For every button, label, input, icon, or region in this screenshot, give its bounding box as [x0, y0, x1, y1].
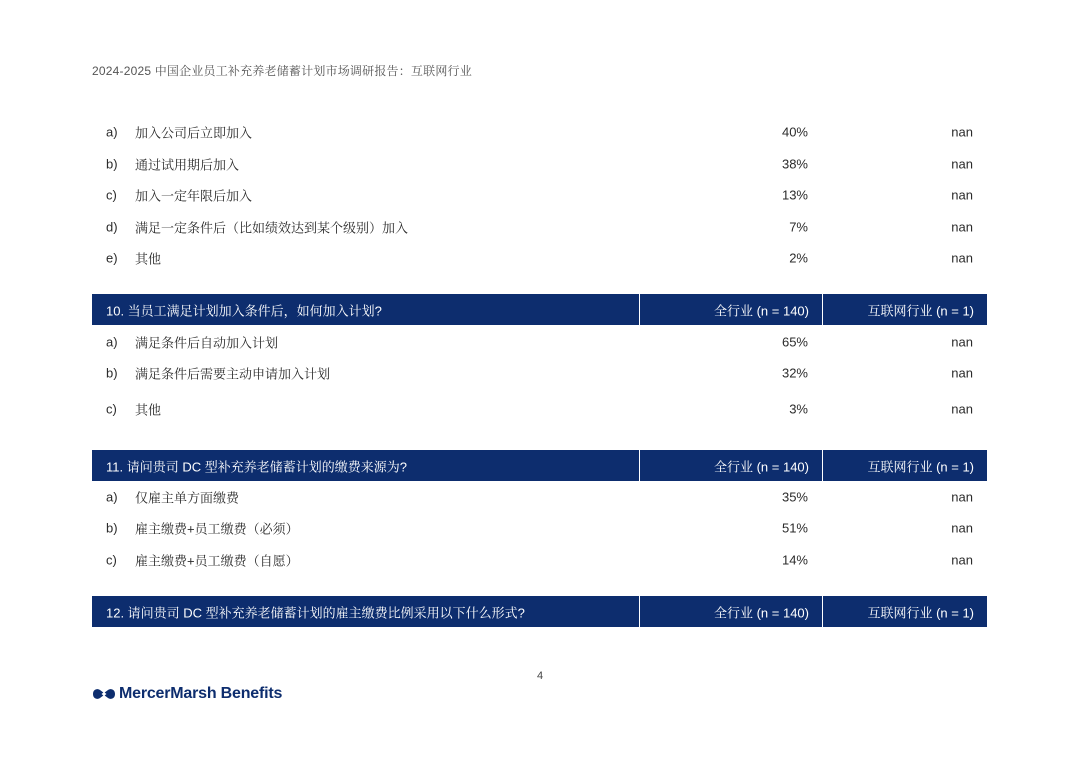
- answer-text: 仅雇主单方面缴费: [135, 490, 240, 505]
- column-label: 全行业 (n = 140): [713, 303, 809, 318]
- answer-value-all: 65%: [781, 334, 808, 349]
- answer-row: [92, 179, 987, 210]
- answer-text: 加入公司后立即加入: [135, 125, 253, 140]
- answer-letter: c): [106, 552, 117, 567]
- answer-value-all: 14%: [781, 552, 808, 567]
- column-label: 全行业 (n = 140): [713, 605, 809, 620]
- answer-value-internet: nan: [951, 401, 973, 416]
- brand-logo: [92, 682, 282, 706]
- answer-value-internet: nan: [951, 250, 973, 265]
- answer-letter: c): [106, 401, 117, 416]
- column-header-internet: [822, 294, 988, 325]
- column-header-all-industry: [639, 596, 823, 627]
- answer-row: [92, 512, 987, 543]
- answer-text: 其他: [135, 251, 162, 266]
- answer-row: [92, 116, 987, 147]
- answer-value-all: 3%: [789, 401, 808, 416]
- answer-row: [92, 242, 987, 273]
- answer-value-internet: nan: [951, 365, 973, 380]
- answer-value-all: 38%: [781, 156, 808, 171]
- answer-text: 其他: [135, 402, 162, 417]
- answer-value-internet: nan: [951, 124, 973, 139]
- question-title: 10. 当员工满足计划加入条件后，如何加入计划?: [106, 303, 382, 318]
- answer-value-all: 35%: [781, 489, 808, 504]
- column-header-internet: [822, 450, 988, 481]
- report-header-title: 2024-2025 中国企业员工补充养老储蓄计划市场调研报告：互联网行业: [92, 64, 472, 78]
- column-label: 全行业 (n = 140): [713, 459, 809, 474]
- answer-text: 满足一定条件后（比如绩效达到某个级别）加入: [135, 220, 409, 235]
- answer-text: 通过试用期后加入: [135, 157, 240, 172]
- answer-row: [92, 544, 987, 575]
- answer-letter: d): [106, 219, 118, 234]
- column-header-all-industry: [639, 294, 823, 325]
- question-title: 11. 请问贵司 DC 型补充养老储蓄计划的缴费来源为?: [106, 459, 407, 474]
- column-header-internet: [822, 596, 988, 627]
- answer-text: 满足条件后自动加入计划: [135, 335, 279, 350]
- answer-value-internet: nan: [951, 520, 973, 535]
- column-label: 互联网行业 (n = 1): [867, 303, 974, 318]
- column-header-all-industry: [639, 450, 823, 481]
- answer-row: [92, 481, 987, 512]
- answer-letter: a): [106, 489, 118, 504]
- answer-value-internet: nan: [951, 156, 973, 171]
- answer-text: 满足条件后需要主动申请加入计划: [135, 366, 331, 381]
- answer-value-all: 13%: [781, 187, 808, 202]
- answer-letter: a): [106, 124, 118, 139]
- answer-row: [92, 393, 987, 424]
- column-label: 互联网行业 (n = 1): [867, 605, 974, 620]
- answer-row: [92, 326, 987, 357]
- column-label: 互联网行业 (n = 1): [867, 459, 974, 474]
- answer-letter: a): [106, 334, 118, 349]
- answer-letter: c): [106, 187, 117, 202]
- answer-text: 雇主缴费+员工缴费（必须）: [135, 521, 299, 536]
- answer-value-all: 32%: [781, 365, 808, 380]
- answer-row: [92, 148, 987, 179]
- answer-row: [92, 211, 987, 242]
- answer-letter: b): [106, 365, 118, 380]
- answer-value-all: 40%: [781, 124, 808, 139]
- answer-letter: e): [106, 250, 118, 265]
- answer-value-internet: nan: [951, 552, 973, 567]
- answer-value-internet: nan: [951, 334, 973, 349]
- answer-letter: b): [106, 156, 118, 171]
- answer-value-all: 51%: [781, 520, 808, 535]
- answer-text: 雇主缴费+员工缴费（自愿）: [135, 553, 299, 568]
- question-header-12: [92, 596, 987, 627]
- answer-value-all: 2%: [789, 250, 808, 265]
- answer-letter: b): [106, 520, 118, 535]
- answer-value-internet: nan: [951, 187, 973, 202]
- question-header-10: [92, 294, 987, 325]
- question-header-11: [92, 450, 987, 481]
- answer-text: 加入一定年限后加入: [135, 188, 253, 203]
- answer-value-internet: nan: [951, 219, 973, 234]
- brand-mark-icon: [92, 687, 116, 701]
- answer-value-internet: nan: [951, 489, 973, 504]
- answer-value-all: 7%: [789, 219, 808, 234]
- question-title: 12. 请问贵司 DC 型补充养老储蓄计划的雇主缴费比例采用以下什么形式?: [106, 605, 525, 620]
- answer-row: [92, 357, 987, 388]
- page-number: 4: [536, 670, 544, 682]
- brand-name: MercerMarsh Benefits: [119, 685, 283, 702]
